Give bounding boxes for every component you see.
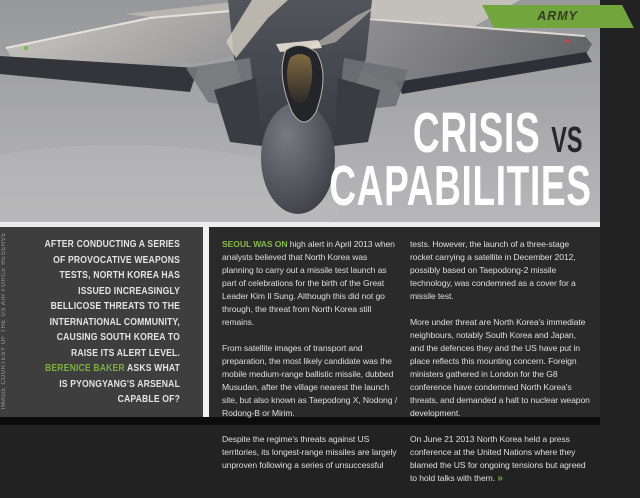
paragraph: From satellite images of transport and preparation, the most likely candidate was the mobile medium-range ballistic missile, dubbed Musudan, after the village nearest the launch site, but also known as Taepodong X, Nodong / Rodong-B or Mirim. xyxy=(222,343,397,418)
red-nav-light xyxy=(565,39,569,43)
title-word-capabilities: CAPABILITIES xyxy=(329,154,592,218)
title-word-vs: VS xyxy=(551,119,583,160)
article-column-2 xyxy=(410,238,590,498)
paragraph: tests. However, the launch of a three-stage rocket carrying a satellite in December 2012, possibly based on Taepodong-2 missile technology, was condemned as a cover for a missile test. xyxy=(410,239,576,301)
image-credit: IMAGE COURTESY OF THE US AIR FORCE RESERVE xyxy=(1,231,7,409)
fighter-jet-photo xyxy=(0,0,600,223)
article-text-panel xyxy=(209,227,600,484)
article-body-section xyxy=(0,227,600,484)
title-word-crisis: CRISIS xyxy=(413,101,541,165)
article-standfirst xyxy=(41,237,180,408)
paragraph-text: high alert in April 2013 when analysts believed that North Korea was planning to carry out a missile test launch as part of celebrations for the birth of the Great Leader Kim Il Sung. Although this did not go through, the threat from North Korea still remains. xyxy=(222,239,395,327)
standfirst-text: AFTER CONDUCTING A SERIES OF PROVOCATIVE WEAPONS TESTS, NORTH KOREA HAS ISSUED INCREASINGLY BELLICOSE THREATS TO THE INTERNATIONAL COMMUNITY, CAUSING SOUTH KOREA TO RAISE ITS ALERT LEVEL. xyxy=(44,238,181,359)
intro-panel xyxy=(0,227,203,417)
paragraph: More under threat are North Korea's immediate neighbours, notably South Korea and Japan, and the defences they and the US have put in place reflects this mounting concern. Foreign ministers gathered in London for the G8 conference have condemned North Korea's threats, and demanded a halt to nuclear weapon development. xyxy=(410,317,590,418)
paragraph-text: On June 21 2013 North Korea held a press conference at the United Nations where they blamed the US for ongoing tensions but agreed to hold talks with them. xyxy=(410,434,586,483)
section-banner[interactable] xyxy=(482,5,634,28)
title-line-2 xyxy=(329,154,592,218)
article-column-1 xyxy=(222,238,398,485)
continuation-chevrons-icon[interactable]: » xyxy=(497,473,502,484)
author-name: BERENICE BAKER xyxy=(44,362,125,374)
paragraph xyxy=(222,238,398,329)
section-banner-label: ARMY xyxy=(537,9,578,23)
standfirst-text-end: ASKS WHAT IS PYONGYANG'S ARSENAL CAPABLE OF? xyxy=(59,362,180,405)
paragraph xyxy=(410,433,590,485)
article-title xyxy=(188,101,592,218)
green-nav-light xyxy=(24,46,28,50)
lead-in-text: SEOUL WAS ON xyxy=(222,239,288,249)
paragraph: Despite the regime's threats against US territories, its longest-range missiles are largely unproven following a series of unsuccessful xyxy=(222,434,397,470)
